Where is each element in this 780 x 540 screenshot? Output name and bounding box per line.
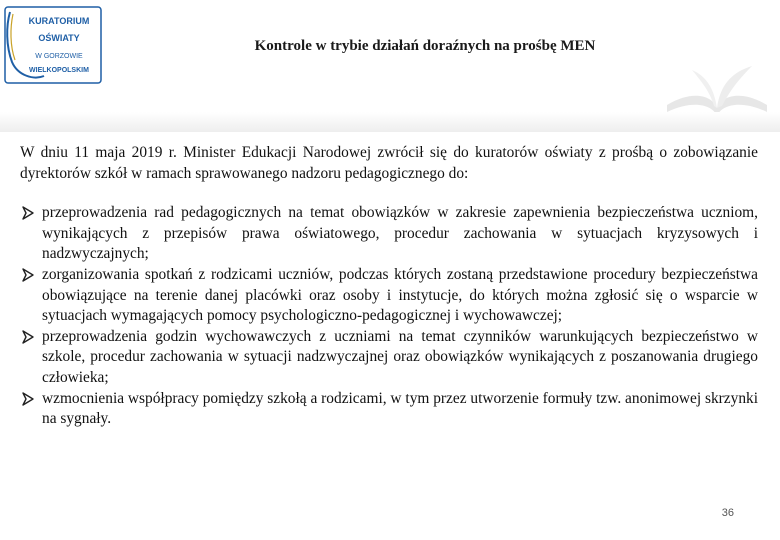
- open-book-icon: [662, 60, 772, 120]
- list-item-text: wzmocnienia współpracy pomiędzy szkołą a rodzicami, w tym przez utworzenie formuły tzw. anonimowej skrzynki na sygnały.: [42, 389, 758, 428]
- arrow-bullet-icon: [22, 268, 34, 282]
- arrow-bullet-icon: [22, 392, 34, 406]
- list-item: [20, 327, 758, 389]
- header-divider: [0, 112, 780, 132]
- list-item-text: przeprowadzenia godzin wychowawczych z uczniami na temat czynników warunkujących bezpieczeństwo w szkole, procedur zachowania w sytuacji nadzwyczajnej oraz obowiązków wynikających z poszanowania drugiego człowieka;: [42, 327, 758, 386]
- logo-text-line3: W GORZOWIE: [35, 53, 83, 60]
- arrow-bullet-icon: [22, 206, 34, 220]
- intro-paragraph: W dniu 11 maja 2019 r. Minister Edukacji Narodowej zwrócił się do kuratorów oświaty z prośbą o zobowiązanie dyrektorów szkół w ramach sprawowanego nadzoru pedagogicznego do:: [20, 144, 758, 182]
- kuratorium-logo: [4, 6, 104, 86]
- logo-text-line4: WIELKOPOLSKIM: [29, 67, 89, 74]
- content-area: [20, 143, 758, 430]
- list-item: [20, 389, 758, 430]
- list-item: [20, 265, 758, 327]
- list-item-text: przeprowadzenia rad pedagogicznych na temat obowiązków w zakresie zapewnienia bezpieczeństwa uczniom, wynikających z przepisów prawa oświatowego, procedur zachowania w sytuacjach kryzysowych i nadzwyczajnych;: [42, 204, 758, 263]
- list-item-text: zorganizowania spotkań z rodzicami uczniów, podczas których zostaną przedstawione procedury bezpieczeństwa obowiązujące na terenie danej placówki oraz osoby i instytucje, do których można zgłosić się o wsparcie w sytuacjach wymagających pomocy psychologiczno-pedagogicznej i wychowawczej;: [42, 265, 758, 325]
- page-title: Kontrole w trybie działań doraźnych na prośbę MEN: [254, 38, 596, 54]
- logo-text-line1: KURATORIUM: [28, 16, 90, 26]
- bullet-list: [20, 203, 758, 430]
- arrow-bullet-icon: [22, 330, 34, 344]
- list-item: [20, 203, 758, 265]
- logo-text-line2: OŚWIATY: [38, 33, 80, 43]
- page-number: 36: [721, 507, 734, 519]
